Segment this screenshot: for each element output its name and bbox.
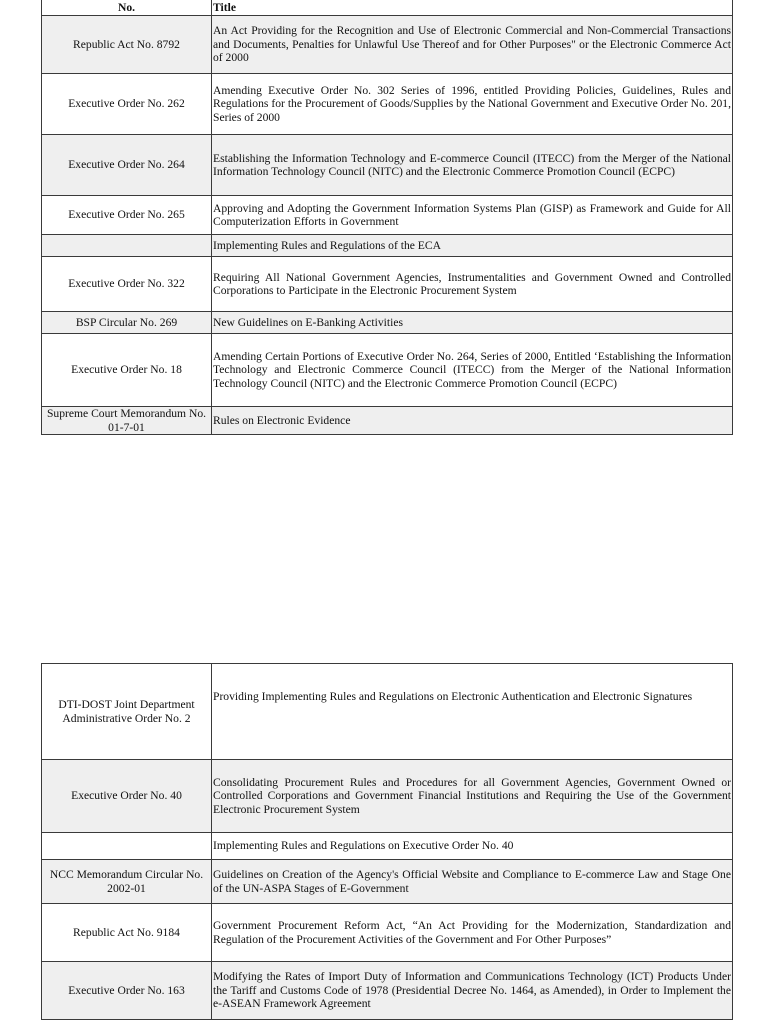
law-number: Executive Order No. 163 <box>42 962 212 1020</box>
law-number: Republic Act No. 9184 <box>42 904 212 962</box>
table-row <box>42 257 733 312</box>
table-row <box>42 312 733 334</box>
table-row <box>42 235 733 257</box>
table-row <box>42 962 733 1020</box>
table-row <box>42 407 733 435</box>
law-number: Executive Order No. 262 <box>42 74 212 135</box>
column-header-no: No. <box>42 0 212 16</box>
table-row <box>42 334 733 407</box>
law-title: Implementing Rules and Regulations on Executive Order No. 40 <box>212 833 733 860</box>
table-row <box>42 904 733 962</box>
law-title: Rules on Electronic Evidence <box>212 407 733 435</box>
table-row <box>42 16 733 74</box>
law-number <box>42 235 212 257</box>
table-row <box>42 135 733 196</box>
law-number: NCC Memorandum Circular No. 2002-01 <box>42 860 212 904</box>
law-title: Amending Executive Order No. 302 Series of 1996, entitled Providing Policies, Guidelines, Rules and Regulations for the Procurement of Goods/Supplies by the National Government and Executive Order No. 201, Series of 2000 <box>212 74 733 135</box>
law-number: Supreme Court Memorandum No. 01-7-01 <box>42 407 212 435</box>
law-number <box>42 833 212 860</box>
law-title: Requiring All National Government Agencies, Instrumentalities and Government Owned and Controlled Corporations to Participate in the Electronic Procurement System <box>212 257 733 312</box>
law-title: Amending Certain Portions of Executive Order No. 264, Series of 2000, Entitled ‘Establishing the Information Technology and Electronic Commerce Council (ITECC) from the Merger of the National Information Technology Council (NITC) and the Electronic Commerce Promotion Council (ECPC) <box>212 334 733 407</box>
law-title: Modifying the Rates of Import Duty of Information and Communications Technology (ICT) Products Under the Tariff and Customs Code of 1978 (Presidential Decree No. 1464, as Amended), in Order to Implement the e-ASEAN Framework Agreement <box>212 962 733 1020</box>
law-number: DTI-DOST Joint Department Administrative Order No. 2 <box>42 664 212 760</box>
table-row <box>42 664 733 760</box>
law-number: Executive Order No. 322 <box>42 257 212 312</box>
table-row <box>42 74 733 135</box>
law-title: New Guidelines on E-Banking Activities <box>212 312 733 334</box>
law-title: Government Procurement Reform Act, “An Act Providing for the Modernization, Standardization and Regulation of the Procurement Activities of the Government and For Other Purposes” <box>212 904 733 962</box>
table-row <box>42 833 733 860</box>
law-title: An Act Providing for the Recognition and Use of Electronic Commercial and Non-Commercial Transactions and Documents, Penalties for Unlawful Use Thereof and for Other Purposes" or the Electronic Commerce Act of 2000 <box>212 16 733 74</box>
law-title: Guidelines on Creation of the Agency's Official Website and Compliance to E-commerce Law and Stage One of the UN-ASPA Stages of E-Government <box>212 860 733 904</box>
law-title: Approving and Adopting the Government Information Systems Plan (GISP) as Framework and Guide for All Computerization Efforts in Government <box>212 196 733 235</box>
table-row <box>42 196 733 235</box>
law-title: Providing Implementing Rules and Regulations on Electronic Authentication and Electronic Signatures <box>212 664 733 760</box>
table-row <box>42 760 733 833</box>
laws-table-1 <box>41 0 733 435</box>
law-title: Consolidating Procurement Rules and Procedures for all Government Agencies, Government Owned or Controlled Corporations and Government Financial Institutions and Requiring the Use of the Government Electronic Procurement System <box>212 760 733 833</box>
laws-table-2 <box>41 663 733 1020</box>
law-number: Executive Order No. 40 <box>42 760 212 833</box>
table-header-row <box>42 0 733 16</box>
law-number: BSP Circular No. 269 <box>42 312 212 334</box>
law-title: Establishing the Information Technology and E-commerce Council (ITECC) from the Merger of the National Information Technology Council (NITC) and the Electronic Commerce Promotion Council (ECPC) <box>212 135 733 196</box>
law-number: Executive Order No. 264 <box>42 135 212 196</box>
law-number: Executive Order No. 265 <box>42 196 212 235</box>
law-title: Implementing Rules and Regulations of the ECA <box>212 235 733 257</box>
column-header-title: Title <box>212 0 733 16</box>
table-row <box>42 860 733 904</box>
law-number: Republic Act No. 8792 <box>42 16 212 74</box>
law-number: Executive Order No. 18 <box>42 334 212 407</box>
